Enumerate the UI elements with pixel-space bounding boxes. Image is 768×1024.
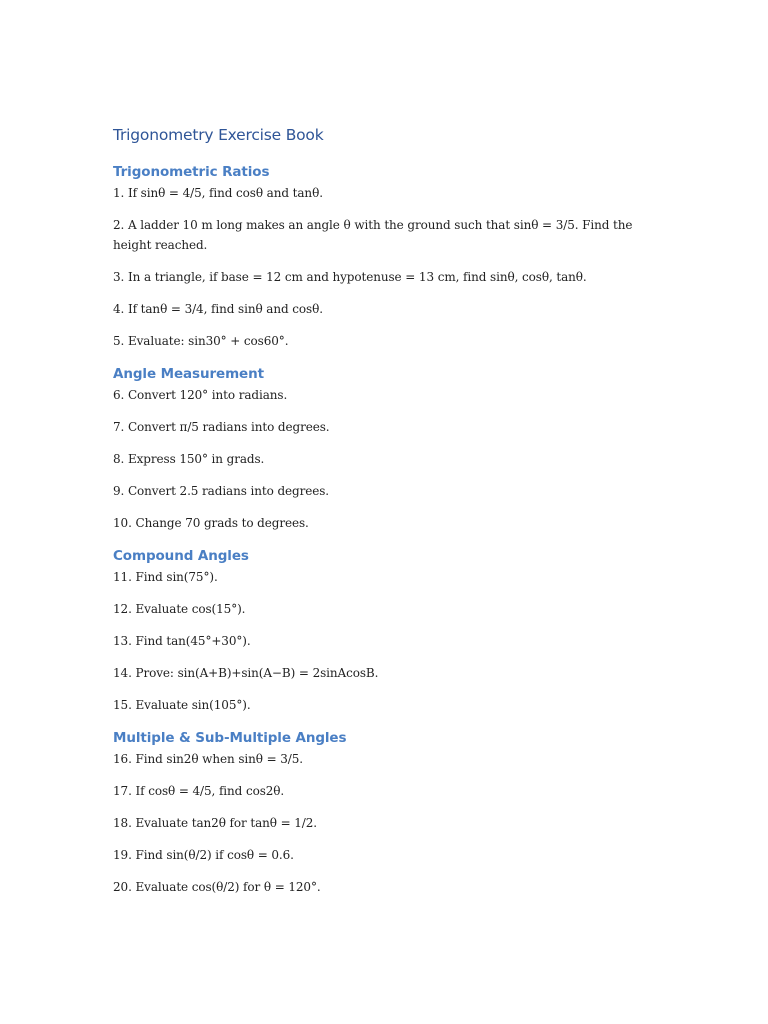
section-angle-measurement [113,363,633,533]
section-multiple-sub-multiple-angles [113,727,633,897]
section-heading: Trigonometric Ratios [113,164,270,180]
question-item: 1. If sinθ = 4/5, find cosθ and tanθ. [113,186,323,200]
question-item: 4. If tanθ = 3/4, find sinθ and cosθ. [113,302,323,316]
question-item: 14. Prove: sin(A+B)+sin(A−B) = 2sinAcosB. [113,666,379,680]
section-heading: Compound Angles [113,548,249,564]
question-item: 3. In a triangle, if base = 12 cm and hypotenuse = 13 cm, find sinθ, cosθ, tanθ. [113,270,587,284]
question-item: 18. Evaluate tan2θ for tanθ = 1/2. [113,816,317,830]
question-item: 16. Find sin2θ when sinθ = 3/5. [113,752,303,766]
document-page [113,124,633,909]
question-item: 5. Evaluate: sin30° + cos60°. [113,334,289,348]
section-heading: Multiple & Sub-Multiple Angles [113,730,347,746]
question-item: 12. Evaluate cos(15°). [113,602,246,616]
question-item: 10. Change 70 grads to degrees. [113,516,309,530]
question-item: 2. A ladder 10 m long makes an angle θ with the ground such that sinθ = 3/5. Find the height reached. [113,218,633,252]
question-item: 15. Evaluate sin(105°). [113,698,251,712]
question-item: 6. Convert 120° into radians. [113,388,288,402]
question-item: 7. Convert π/5 radians into degrees. [113,420,330,434]
section-compound-angles [113,545,633,715]
question-item: 17. If cosθ = 4/5, find cos2θ. [113,784,285,798]
question-item: 19. Find sin(θ/2) if cosθ = 0.6. [113,848,294,862]
question-item: 8. Express 150° in grads. [113,452,265,466]
section-heading: Angle Measurement [113,366,264,382]
question-item: 13. Find tan(45°+30°). [113,634,251,648]
section-trigonometric-ratios [113,161,633,351]
question-item: 20. Evaluate cos(θ/2) for θ = 120°. [113,880,321,894]
question-item: 11. Find sin(75°). [113,570,218,584]
document-title: Trigonometry Exercise Book [113,126,324,144]
question-item: 9. Convert 2.5 radians into degrees. [113,484,330,498]
